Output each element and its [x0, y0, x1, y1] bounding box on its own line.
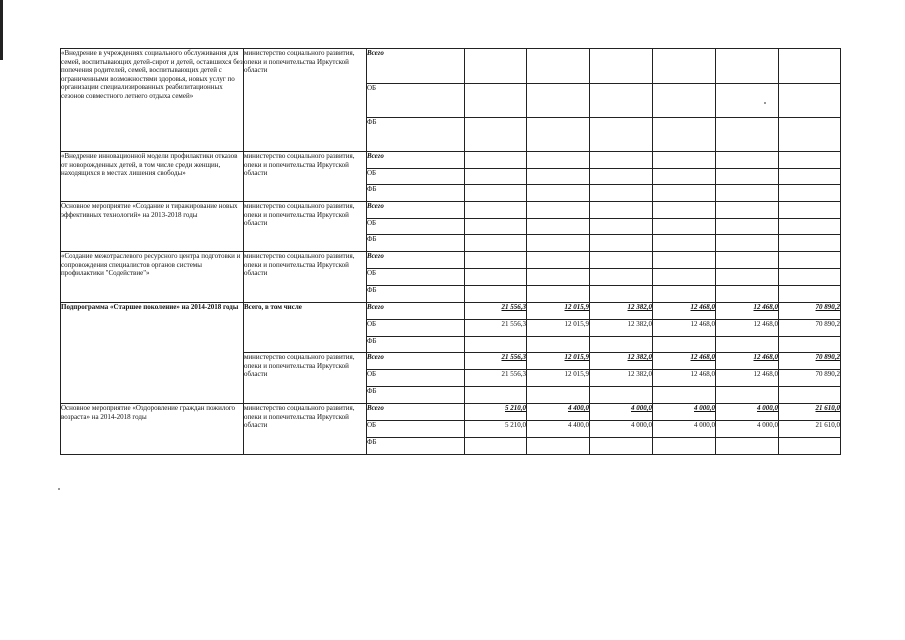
- value-cell: 12 015,9: [527, 320, 590, 337]
- value-cell: 21 610,0: [779, 421, 841, 438]
- source-cell: ОБ: [367, 320, 465, 337]
- value-cell: 12 468,0: [716, 320, 779, 337]
- table-row: [61, 152, 841, 169]
- value-cell: 21 556,3: [465, 353, 527, 370]
- table-row: [61, 404, 841, 421]
- value-cell: 70 890,2: [779, 303, 841, 320]
- source-cell: Всего: [367, 152, 465, 169]
- subprogram-name-cell: Подпрограмма «Старшее поколение» на 2014-2018 годы: [61, 303, 244, 404]
- value-cell: 5 210,0: [465, 421, 527, 438]
- value-cell: 21 556,3: [465, 303, 527, 320]
- table-row: [61, 252, 841, 269]
- source-cell: Всего: [367, 202, 465, 219]
- value-cell: 12 468,0: [653, 303, 716, 320]
- source-cell: ОБ: [367, 370, 465, 387]
- value-cell: 21 556,3: [465, 370, 527, 387]
- value-cell: 5 210,0: [465, 404, 527, 421]
- value-cell: 12 382,0: [590, 303, 653, 320]
- activity-name-cell: «Внедрение в учреждениях социального обслуживания для семей, воспитывающих детей-сирот и детей, оставшихся без попечения родителей, семей, воспитывающих детей с ограниченными возможностями здоровья, новых услуг по организации специализированных реабилитационных сезонов совместного летнего отдыха семей»: [61, 49, 244, 152]
- scan-speck: [58, 488, 60, 490]
- value-cell: 4 400,0: [527, 404, 590, 421]
- source-cell: ФБ: [367, 438, 465, 455]
- value-cell: 4 000,0: [653, 421, 716, 438]
- activity-name-cell: «Создание межотраслевого ресурсного центра подготовки и сопровождения специалистов органов системы профилактики "Содействие"»: [61, 252, 244, 303]
- value-cell: 21 556,3: [465, 320, 527, 337]
- executor-cell: Всего, в том числе: [244, 303, 367, 353]
- executor-cell: министерство социального развития, опеки и попечительства Иркутской области: [244, 404, 367, 455]
- executor-cell: министерство социального развития, опеки и попечительства Иркутской области: [244, 152, 367, 202]
- executor-cell: министерство социального развития, опеки и попечительства Иркутской области: [244, 202, 367, 252]
- executor-cell: министерство социального развития, опеки и попечительства Иркутской области: [244, 252, 367, 303]
- value-cell: 12 015,9: [527, 370, 590, 387]
- value-cell: 12 468,0: [653, 353, 716, 370]
- value-cell: 12 015,9: [527, 303, 590, 320]
- activity-name-cell: «Внедрение инновационной модели профилактики отказов от новорожденных детей, в том числе среди женщин, находящихся в местах лишения свободы»: [61, 152, 244, 202]
- budget-table: [60, 48, 841, 455]
- table-row: [61, 49, 841, 84]
- source-cell: Всего: [367, 353, 465, 370]
- value-cell: 4 000,0: [716, 404, 779, 421]
- value-cell: 12 382,0: [590, 353, 653, 370]
- value-cell: 21 610,0: [779, 404, 841, 421]
- value-cell: 70 890,2: [779, 320, 841, 337]
- source-cell: ОБ: [367, 169, 465, 185]
- source-cell: ФБ: [367, 235, 465, 252]
- table-row: [61, 202, 841, 219]
- value-cell: 12 468,0: [716, 303, 779, 320]
- table-row: [61, 303, 841, 320]
- scan-edge-mark: [0, 0, 3, 60]
- source-cell: Всего: [367, 49, 465, 84]
- value-cell: 4 000,0: [590, 404, 653, 421]
- value-cell: 12 468,0: [653, 370, 716, 387]
- source-cell: ФБ: [367, 387, 465, 404]
- value-cell: 12 382,0: [590, 320, 653, 337]
- source-cell: Всего: [367, 303, 465, 320]
- source-cell: Всего: [367, 252, 465, 269]
- executor-cell: министерство социального развития, опеки и попечительства Иркутской области: [244, 49, 367, 152]
- value-cell: 4 400,0: [527, 421, 590, 438]
- source-cell: ФБ: [367, 185, 465, 202]
- source-cell: ОБ: [367, 219, 465, 235]
- value-cell: 12 468,0: [716, 370, 779, 387]
- value-cell: 4 000,0: [590, 421, 653, 438]
- value-cell: 4 000,0: [716, 421, 779, 438]
- activity-name-cell: Основное мероприятие «Оздоровление граждан пожилого возраста» на 2014-2018 годы: [61, 404, 244, 455]
- source-cell: ФБ: [367, 337, 465, 353]
- value-cell: 12 468,0: [716, 353, 779, 370]
- executor-cell: министерство социального развития, опеки и попечительства Иркутской области: [244, 353, 367, 404]
- activity-name-cell: Основное мероприятие «Создание и тиражирование новых эффективных технологий» на 2013-2018 годы: [61, 202, 244, 252]
- value-cell: 70 890,2: [779, 353, 841, 370]
- value-cell: 70 890,2: [779, 370, 841, 387]
- value-cell: 4 000,0: [653, 404, 716, 421]
- source-cell: Всего: [367, 404, 465, 421]
- source-cell: ФБ: [367, 286, 465, 303]
- source-cell: ОБ: [367, 84, 465, 118]
- value-cell: 12 468,0: [653, 320, 716, 337]
- source-cell: ФБ: [367, 118, 465, 152]
- source-cell: ОБ: [367, 421, 465, 438]
- value-cell: 12 382,0: [590, 370, 653, 387]
- value-cell: 12 015,9: [527, 353, 590, 370]
- source-cell: ОБ: [367, 269, 465, 286]
